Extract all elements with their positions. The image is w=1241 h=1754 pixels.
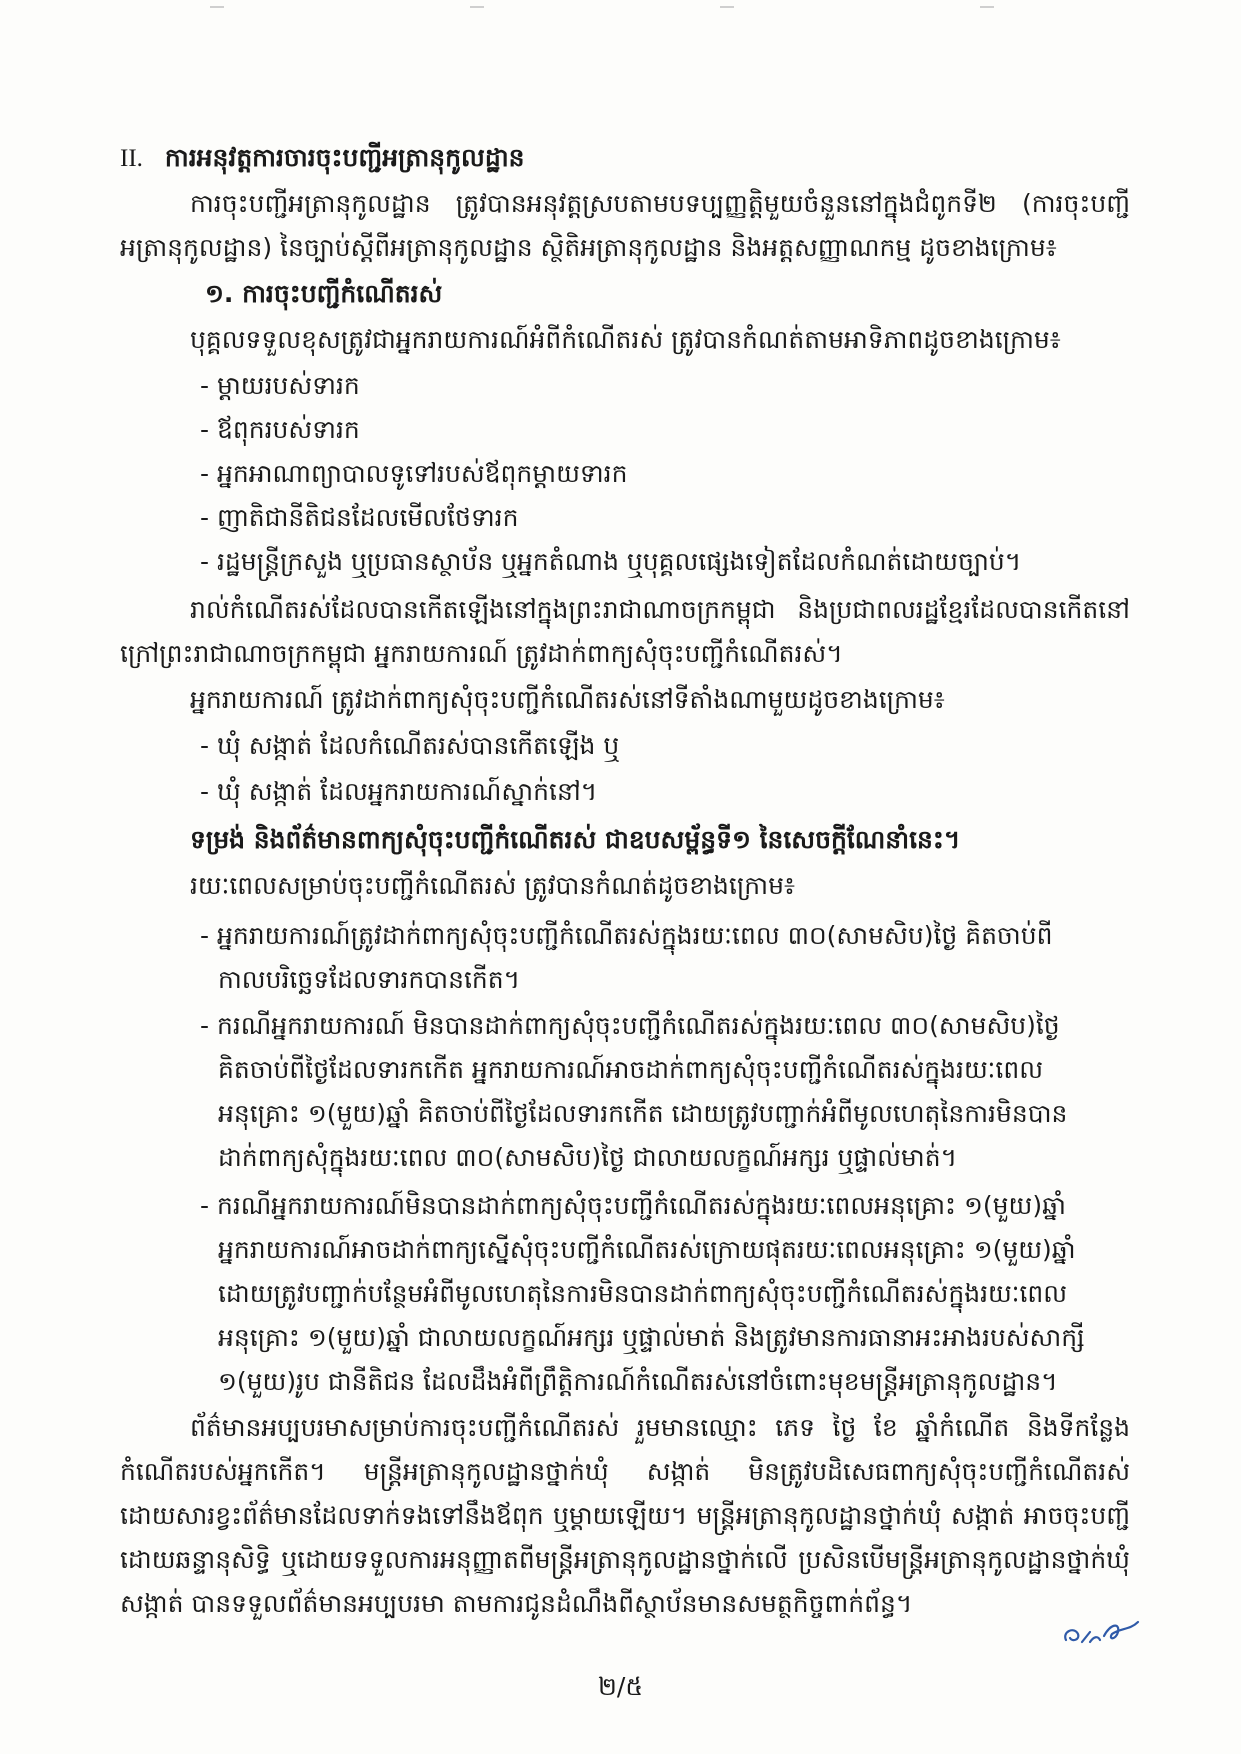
all-births-paragraph: រាល់កំណើតរស់ដែលបានកើតឡើងនៅក្នុងព្រះរាជាណាចក្រកម្ពុជា និងប្រជាពលរដ្ឋខ្មែរដែលបានកើតនៅក្រៅព្រះរាជាណាចក្រកម្ពុជា អ្នករាយការណ៍ ត្រូវដាក់ពាក្យសុំចុះបញ្ជីកំណើតរស់។ [120, 595, 1130, 668]
period-item-line: កាលបរិច្ឆេទដែលទារកបានកើត។ [218, 965, 521, 994]
list-item: - ឃុំ សង្កាត់ ដែលកំណើតរស់បានកើតឡើង ឬ [200, 731, 620, 760]
period-item-line: ១(មួយ)រូប ជានីតិជន ដែលដឹងអំពីព្រឹត្តិការណ៍កំណើតរស់នៅចំពោះមុខមន្ត្រីអត្រានុកូលដ្ឋាន។ [218, 1367, 1058, 1396]
period-item [120, 914, 1210, 1002]
period-intro: រយៈពេលសម្រាប់ចុះបញ្ជីកំណើតរស់ ត្រូវបានកំណត់ដូចខាងក្រោម៖ [190, 871, 795, 900]
period-item-line: ដាក់ពាក្យសុំក្នុងរយៈពេល ៣០(សាមសិប)ថ្ងៃ ជាលាយលក្ខណ៍អក្សរ ឬផ្ទាល់មាត់។ [218, 1143, 958, 1172]
scan-artifact [210, 6, 224, 8]
location-intro: អ្នករាយការណ៍ ត្រូវដាក់ពាក្យសុំចុះបញ្ជីកំណើតរស់នៅទីតាំងណាមួយដូចខាងក្រោម៖ [190, 685, 945, 714]
scan-artifact [470, 6, 484, 8]
period-item-line: ដោយត្រូវបញ្ជាក់បន្ថែមអំពីមូលហេតុនៃការមិនបានដាក់ពាក្យសុំចុះបញ្ជីកំណើតរស់ក្នុងរយៈពេល [218, 1279, 1068, 1308]
period-item [120, 1004, 1210, 1180]
subsection-title: ១. ការចុះបញ្ជីកំណើតរស់ [205, 279, 443, 308]
page-number: ២/៥ [597, 1672, 644, 1701]
period-item-line: - ករណីអ្នករាយការណ៍ មិនបានដាក់ពាក្យសុំចុះបញ្ជីកំណើតរស់ក្នុងរយៈពេល ៣០(សាមសិប)ថ្ងៃ [200, 1011, 1060, 1040]
period-item-line: អនុគ្រោះ ១(មួយ)ឆ្នាំ ជាលាយលក្ខណ៍អក្សរ ឬផ្ទាល់មាត់ និងត្រូវមានការធានាអះអាងរបស់សាក្សី [218, 1323, 1085, 1352]
period-item-line: គិតចាប់ពីថ្ងៃដែលទារកកើត អ្នករាយការណ៍អាចដាក់ពាក្យសុំចុះបញ្ជីកំណើតរស់ក្នុងរយៈពេល [218, 1055, 1044, 1084]
period-item-line: អនុគ្រោះ ១(មួយ)ឆ្នាំ គិតចាប់ពីថ្ងៃដែលទារកកើត ដោយត្រូវបញ្ជាក់អំពីមូលហេតុនៃការមិនបាន [218, 1099, 1068, 1128]
list-item: - ឃុំ សង្កាត់ ដែលអ្នករាយការណ៍ស្នាក់នៅ។ [200, 777, 598, 806]
handwritten-initials [1060, 1612, 1150, 1652]
scan-artifact [720, 6, 734, 8]
period-item-line: - ករណីអ្នករាយការណ៍មិនបានដាក់ពាក្យសុំចុះបញ្ជីកំណើតរស់ក្នុងរយៈពេលអនុគ្រោះ ១(មួយ)ឆ្នាំ [200, 1191, 1066, 1220]
form-note: ទម្រង់ និងព័ត៌មានពាក្យសុំចុះបញ្ជីកំណើតរស់ ជាឧបសម្ព័ន្ធទី១ នៃសេចក្ដីណែនាំនេះ។ [190, 825, 961, 854]
scan-artifact [980, 6, 994, 8]
priority-intro: បុគ្គលទទួលខុសត្រូវជាអ្នករាយការណ៍អំពីកំណើតរស់ ត្រូវបានកំណត់តាមអាទិភាពដូចខាងក្រោម៖ [190, 325, 1061, 354]
intro-paragraph: ការចុះបញ្ជីអត្រានុកូលដ្ឋាន ត្រូវបានអនុវត្តស្របតាមបទប្បញ្ញត្តិមួយចំនួននៅក្នុងជំពូកទី២ (ការចុះបញ្ជីអត្រានុកូលដ្ឋាន) នៃច្បាប់ស្តីពីអត្រានុកូលដ្ឋាន ស្ថិតិអត្រានុកូលដ្ឋាន និងអត្តសញ្ញាណកម្ម ដូចខាងក្រោម៖ [120, 189, 1130, 262]
list-item: - ឪពុករបស់ទារក [200, 415, 360, 444]
period-item-line: - អ្នករាយការណ៍ត្រូវដាក់ពាក្យសុំចុះបញ្ជីកំណើតរស់ក្នុងរយៈពេល ៣០(សាមសិប)ថ្ងៃ គិតចាប់ពី [200, 921, 1053, 950]
section-title: ការអនុវត្តការចារចុះបញ្ជីអត្រានុកូលដ្ឋាន [164, 143, 525, 172]
section-heading [120, 136, 1130, 181]
section-numeral: II. [120, 145, 143, 172]
period-item-line: អ្នករាយការណ៍អាចដាក់ពាក្យស្នើសុំចុះបញ្ជីកំណើតរស់ក្រោយផុតរយៈពេលអនុគ្រោះ ១(មួយ)ឆ្នាំ [218, 1235, 1076, 1264]
list-item: - ម្ដាយរបស់ទារក [200, 371, 360, 400]
list-item: - រដ្ឋមន្ត្រីក្រសួង ឬប្រធានស្ថាប័ន ឬអ្នកតំណាង ឬបុគ្គលផ្សេងទៀតដែលកំណត់ដោយច្បាប់។ [200, 547, 1022, 576]
list-item: - អ្នកអាណាព្យាបាលទូទៅរបស់ឪពុកម្ដាយទារក [200, 459, 628, 488]
list-item: - ញាតិជានីតិជនដែលមើលថែទារក [200, 503, 519, 532]
period-item [120, 1184, 1210, 1404]
initials-stroke [1065, 1622, 1138, 1642]
minimum-info-paragraph: ព័ត៌មានអប្បបរមាសម្រាប់ការចុះបញ្ជីកំណើតរស់ រួមមានឈ្មោះ ភេទ ថ្ងៃ ខែ ឆ្នាំកំណើត និងទីកន្លែងកំណើតរបស់អ្នកកើត។ មន្ត្រីអត្រានុកូលដ្ឋានថ្នាក់ឃុំ សង្កាត់ មិនត្រូវបដិសេធពាក្យសុំចុះបញ្ជីកំណើតរស់ដោយសារខ្វះព័ត៌មានដែលទាក់ទងទៅនឹងឪពុក ឬម្ដាយឡើយ។ មន្ត្រីអត្រានុកូលដ្ឋានថ្នាក់ឃុំ សង្កាត់ អាចចុះបញ្ជីដោយឆន្ទានុសិទ្ធិ ឬដោយទទួលការអនុញ្ញាតពីមន្ត្រីអត្រានុកូលដ្ឋានថ្នាក់លើ ប្រសិនបើមន្ត្រីអត្រានុកូលដ្ឋានថ្នាក់ឃុំ សង្កាត់ បានទទួលព័ត៌មានអប្បបរមា តាមការជូនដំណឹងពីស្ថាប័នមានសមត្ថកិច្ចពាក់ព័ន្ធ។ [120, 1413, 1130, 1618]
